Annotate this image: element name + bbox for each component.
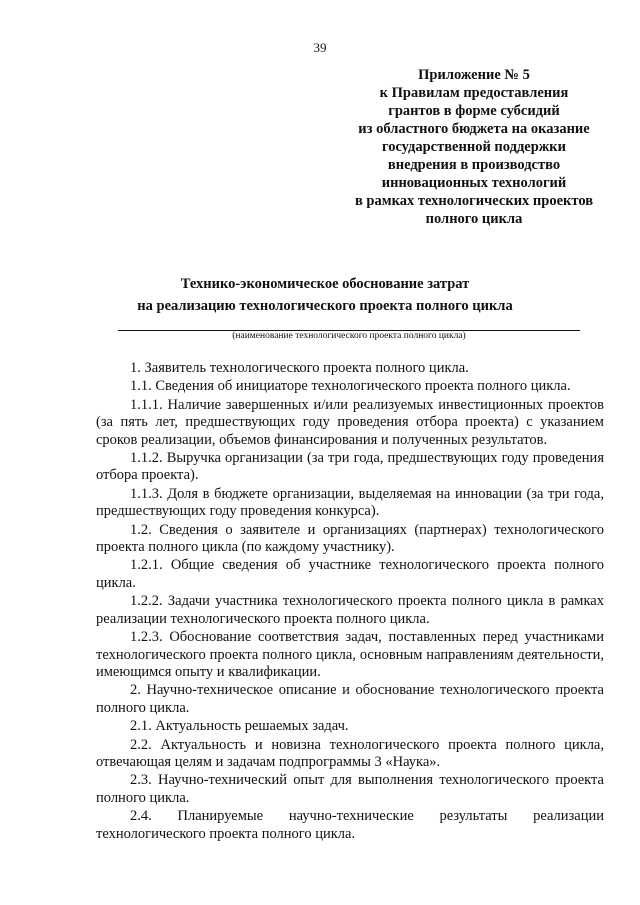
paragraph-1-2: 1.2. Сведения о заявителе и организациях (партнерах) технологического проекта полного цикла (по каждому участнику). (96, 521, 604, 556)
paragraph-2-4: 2.4. Планируемые научно-технические результаты реализации технологического проекта полного цикла. (96, 808, 604, 842)
annex-header (340, 66, 608, 228)
title-line: Технико-экономическое обоснование затрат (180, 276, 470, 292)
paragraph-2: 2. Научно-техническое описание и обоснование технологического проекта полного цикла. (96, 682, 604, 716)
paragraph-1-1-2: 1.1.2. Выручка организации (за три года, предшествующих году проведения отбора проекта). (96, 450, 604, 484)
paragraph-1-1-1: 1.1.1. Наличие завершенных и/или реализуемых инвестиционных проектов (за пять лет, предшествующих году проведения отбора проекта) с указанием сроков реализации, объемов финансирования и полученных результатов. (96, 396, 604, 448)
title-line: на реализацию технологического проекта полного цикла (137, 298, 513, 314)
paragraph-1-2-3: 1.2.3. Обоснование соответствия задач, поставленных перед участниками технологического проекта полного цикла, основным направлениям деятельности, имеющимся опыту и квалификации. (96, 629, 604, 680)
annex-line: государственной поддержки (381, 139, 567, 155)
annex-line: грантов в форме субсидий (388, 103, 560, 119)
paragraph-2-1: 2.1. Актуальность решаемых задач. (130, 718, 349, 735)
paragraph-2-2: 2.2. Актуальность и новизна технологического проекта полного цикла, отвечающая целям и задачам подпрограммы 3 «Наука». (96, 736, 604, 770)
annex-line: к Правилам предоставления (379, 85, 569, 101)
paragraph-1-2-1: 1.2.1. Общие сведения об участнике технологического проекта полного цикла. (96, 557, 604, 591)
annex-line: Приложение № 5 (418, 67, 530, 83)
annex-line: полного цикла (425, 211, 523, 227)
page-number: 39 (313, 40, 327, 55)
annex-line: инновационных технологий (381, 175, 567, 191)
annex-line: внедрения в производство (387, 157, 561, 173)
document-title (90, 273, 560, 317)
paragraph-2-3: 2.3. Научно-технический опыт для выполнения технологического проекта полного цикла. (96, 772, 604, 806)
annex-line: в рамках технологических проектов (354, 193, 594, 209)
document-body (96, 360, 604, 843)
paragraph-1: 1. Заявитель технологического проекта полного цикла. (130, 360, 469, 376)
paragraph-1-1: 1.1. Сведения об инициаторе технологического проекта полного цикла. (130, 378, 571, 395)
paragraph-1-1-3: 1.1.3. Доля в бюджете организации, выделяемая на инновации (за три года, предшествующих году проведения конкурса). (96, 485, 604, 520)
annex-line: из областного бюджета на оказание (358, 121, 590, 137)
paragraph-1-2-2: 1.2.2. Задачи участника технологического проекта полного цикла в рамках реализации технологического проекта полного цикла. (96, 593, 604, 627)
project-name-field-caption: (наименование технологического проекта полного цикла) (232, 331, 466, 341)
